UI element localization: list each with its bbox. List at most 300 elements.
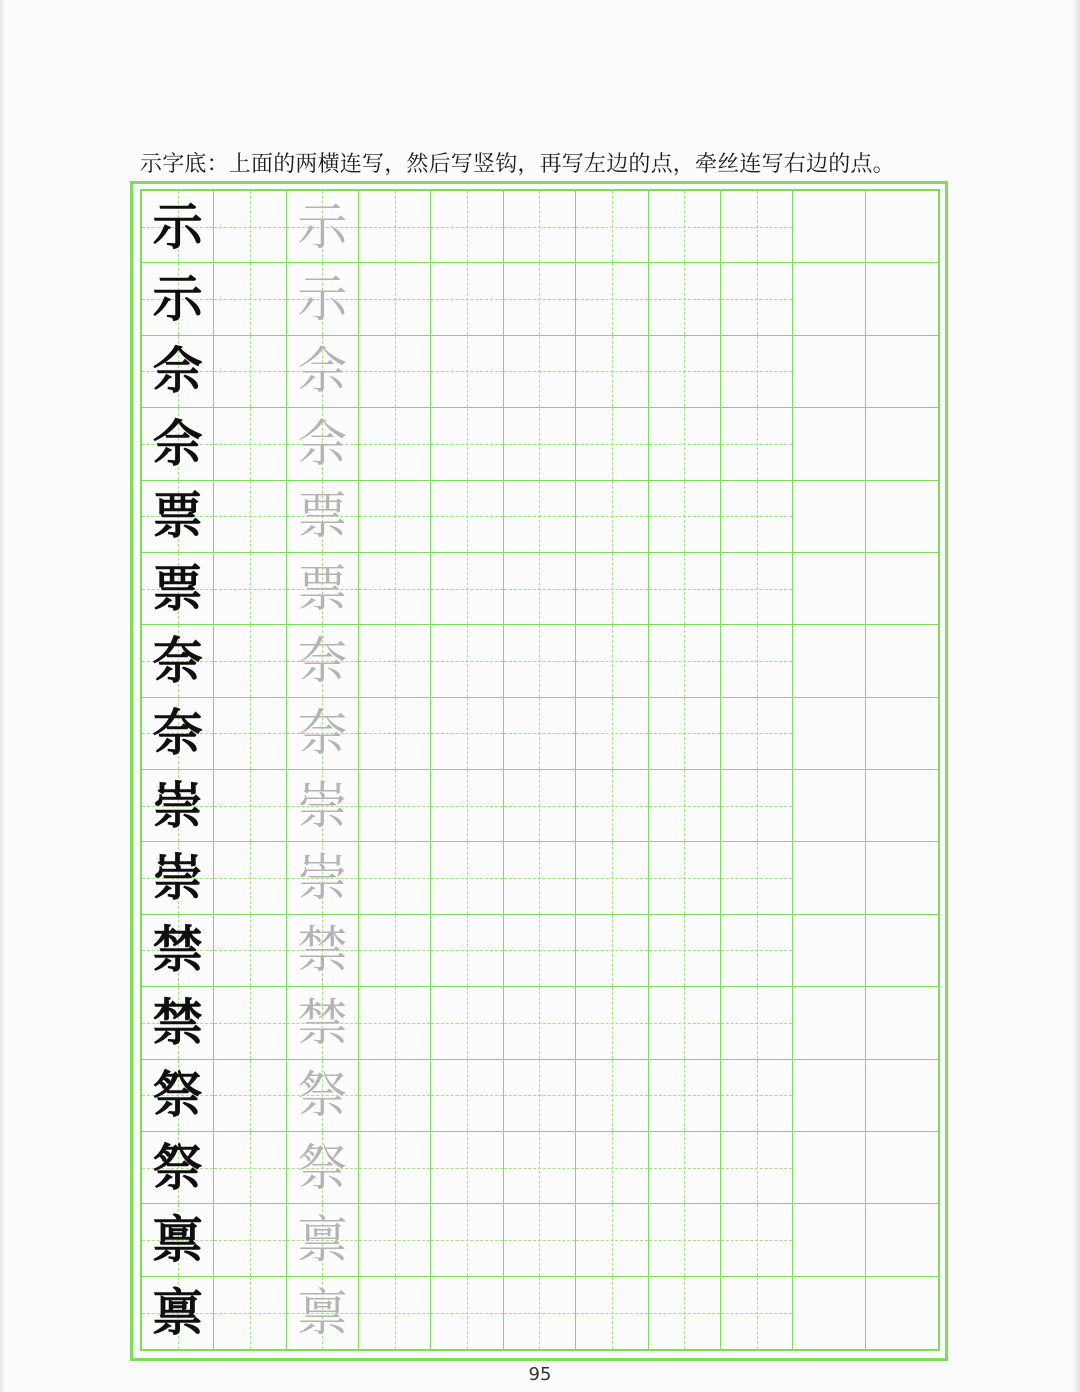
- guide-line-horizontal: [576, 806, 647, 807]
- grid-cell: [576, 625, 648, 697]
- grid-cell: [793, 336, 865, 408]
- guide-line-horizontal: [576, 878, 647, 879]
- guide-line-horizontal: [431, 950, 502, 951]
- guide-line-horizontal: [721, 444, 792, 445]
- grid-cell: [214, 1277, 286, 1349]
- guide-line-horizontal: [721, 1240, 792, 1241]
- grid-cell: [576, 336, 648, 408]
- trace-character: 票: [297, 559, 348, 618]
- guide-line-horizontal: [649, 371, 720, 372]
- grid-cell: [214, 625, 286, 697]
- grid-cell: [214, 408, 286, 480]
- grid-cell: [576, 1060, 648, 1132]
- guide-line-horizontal: [504, 806, 575, 807]
- grid-cell: [721, 770, 793, 842]
- grid-cell: [649, 1132, 721, 1204]
- guide-line-horizontal: [431, 661, 502, 662]
- guide-line-horizontal: [214, 299, 285, 300]
- guide-line-horizontal: [721, 733, 792, 734]
- grid-cell: [287, 336, 359, 408]
- page-edge-left: [0, 0, 6, 1392]
- grid-cell: [431, 625, 503, 697]
- grid-cell: [287, 915, 359, 987]
- guide-line-horizontal: [721, 299, 792, 300]
- grid-cell: [793, 1060, 865, 1132]
- guide-line-horizontal: [359, 950, 430, 951]
- grid-cell: [287, 770, 359, 842]
- grid-cell: [431, 987, 503, 1059]
- guide-line-horizontal: [721, 589, 792, 590]
- guide-line-horizontal: [359, 1168, 430, 1169]
- guide-line-horizontal: [504, 371, 575, 372]
- guide-line-horizontal: [576, 1168, 647, 1169]
- grid-cell: [793, 191, 865, 263]
- trace-character: 禁: [297, 921, 348, 980]
- grid-cell: [721, 1204, 793, 1276]
- guide-line-horizontal: [504, 1095, 575, 1096]
- grid-cell: [359, 915, 431, 987]
- guide-line-horizontal: [214, 950, 285, 951]
- trace-character: 票: [297, 487, 348, 546]
- grid-cell: [214, 191, 286, 263]
- guide-line-horizontal: [721, 1168, 792, 1169]
- grid-cell: [866, 915, 938, 987]
- grid-cell: [576, 1204, 648, 1276]
- grid-cell: [649, 842, 721, 914]
- grid-cell: [214, 1132, 286, 1204]
- grid-cell: [431, 915, 503, 987]
- guide-line-horizontal: [576, 227, 647, 228]
- practice-grid: [140, 189, 940, 1351]
- grid-cell: [866, 481, 938, 553]
- guide-line-horizontal: [721, 878, 792, 879]
- guide-line-horizontal: [431, 1240, 502, 1241]
- grid-cell: [359, 1277, 431, 1349]
- guide-line-horizontal: [504, 950, 575, 951]
- model-character: 崇: [152, 848, 203, 908]
- grid-cell: [649, 336, 721, 408]
- grid-cell: [504, 842, 576, 914]
- guide-line-horizontal: [431, 806, 502, 807]
- grid-cell: [504, 1204, 576, 1276]
- grid-cell: [721, 625, 793, 697]
- guide-line-horizontal: [214, 1168, 285, 1169]
- grid-cell: [214, 336, 286, 408]
- guide-line-horizontal: [431, 733, 502, 734]
- grid-cell: [649, 408, 721, 480]
- guide-line-horizontal: [214, 1023, 285, 1024]
- grid-cell: [721, 915, 793, 987]
- guide-line-horizontal: [649, 1240, 720, 1241]
- guide-line-horizontal: [504, 1240, 575, 1241]
- grid-cell: [214, 842, 286, 914]
- page-number: 95: [528, 1364, 552, 1385]
- model-character: 示: [152, 196, 203, 256]
- grid-cell: [214, 698, 286, 770]
- grid-cell: [866, 1277, 938, 1349]
- grid-cell: [793, 263, 865, 335]
- guide-line-horizontal: [359, 589, 430, 590]
- model-character: 佘: [152, 341, 203, 401]
- guide-line-horizontal: [576, 299, 647, 300]
- grid-cell: [287, 1060, 359, 1132]
- guide-line-horizontal: [649, 1168, 720, 1169]
- guide-line-horizontal: [649, 950, 720, 951]
- grid-cell: [866, 336, 938, 408]
- trace-character: 奈: [297, 704, 348, 763]
- guide-line-horizontal: [576, 661, 647, 662]
- guide-line-horizontal: [359, 227, 430, 228]
- grid-cell: [649, 1277, 721, 1349]
- guide-line-horizontal: [576, 371, 647, 372]
- guide-line-horizontal: [649, 1313, 720, 1314]
- model-character: 奈: [152, 630, 203, 690]
- guide-line-horizontal: [721, 227, 792, 228]
- guide-line-horizontal: [214, 806, 285, 807]
- model-character: 票: [152, 486, 203, 546]
- grid-cell: [431, 408, 503, 480]
- grid-cell: [793, 842, 865, 914]
- model-character: 示: [152, 269, 203, 329]
- grid-cell: [142, 1060, 214, 1132]
- grid-cell: [576, 481, 648, 553]
- guide-line-horizontal: [214, 733, 285, 734]
- grid-cell: [576, 191, 648, 263]
- grid-cell: [287, 263, 359, 335]
- grid-cell: [431, 1060, 503, 1132]
- grid-cell: [721, 842, 793, 914]
- grid-cell: [214, 1060, 286, 1132]
- grid-cell: [359, 842, 431, 914]
- guide-line-horizontal: [214, 878, 285, 879]
- guide-line-horizontal: [504, 1023, 575, 1024]
- grid-cell: [866, 191, 938, 263]
- guide-line-horizontal: [431, 444, 502, 445]
- grid-cell: [504, 408, 576, 480]
- model-character: 祭: [152, 1065, 203, 1125]
- model-character: 崇: [152, 775, 203, 835]
- model-character: 奈: [152, 703, 203, 763]
- guide-line-horizontal: [576, 1095, 647, 1096]
- grid-cell: [359, 408, 431, 480]
- grid-cell: [866, 1132, 938, 1204]
- guide-line-horizontal: [214, 1095, 285, 1096]
- model-character: 禁: [152, 992, 203, 1052]
- grid-cell: [504, 191, 576, 263]
- guide-line-horizontal: [649, 589, 720, 590]
- guide-line-horizontal: [721, 950, 792, 951]
- grid-cell: [142, 263, 214, 335]
- grid-cell: [142, 987, 214, 1059]
- guide-line-horizontal: [649, 444, 720, 445]
- grid-cell: [793, 915, 865, 987]
- grid-cell: [214, 481, 286, 553]
- grid-cell: [866, 698, 938, 770]
- model-character: 祭: [152, 1137, 203, 1197]
- grid-cell: [576, 770, 648, 842]
- grid-cell: [866, 625, 938, 697]
- guide-line-horizontal: [576, 1313, 647, 1314]
- grid-cell: [359, 191, 431, 263]
- grid-cell: [287, 481, 359, 553]
- grid-cell: [142, 1132, 214, 1204]
- guide-line-horizontal: [359, 444, 430, 445]
- grid-cell: [431, 481, 503, 553]
- grid-cell: [359, 770, 431, 842]
- grid-cell: [793, 770, 865, 842]
- grid-cell: [793, 1204, 865, 1276]
- guide-line-horizontal: [649, 878, 720, 879]
- grid-cell: [576, 698, 648, 770]
- model-character: 禁: [152, 920, 203, 980]
- guide-line-horizontal: [649, 661, 720, 662]
- grid-cell: [793, 987, 865, 1059]
- grid-cell: [359, 263, 431, 335]
- guide-line-horizontal: [431, 1313, 502, 1314]
- trace-character: 奈: [297, 631, 348, 690]
- trace-character: 祭: [297, 1138, 348, 1197]
- grid-cell: [649, 915, 721, 987]
- grid-cell: [504, 770, 576, 842]
- grid-cell: [431, 1277, 503, 1349]
- grid-cell: [793, 1132, 865, 1204]
- guide-line-horizontal: [504, 661, 575, 662]
- guide-line-horizontal: [214, 1240, 285, 1241]
- grid-cell: [504, 987, 576, 1059]
- grid-cell: [504, 481, 576, 553]
- grid-cell: [359, 1204, 431, 1276]
- guide-line-horizontal: [504, 516, 575, 517]
- grid-cell: [649, 1204, 721, 1276]
- guide-line-horizontal: [504, 299, 575, 300]
- grid-cell: [866, 553, 938, 625]
- grid-cell: [576, 263, 648, 335]
- guide-line-horizontal: [649, 806, 720, 807]
- grid-cell: [576, 1132, 648, 1204]
- guide-line-horizontal: [359, 371, 430, 372]
- grid-cell: [793, 553, 865, 625]
- grid-cell: [214, 987, 286, 1059]
- grid-cell: [431, 1204, 503, 1276]
- guide-line-horizontal: [431, 299, 502, 300]
- model-character: 佘: [152, 413, 203, 473]
- grid-cell: [214, 770, 286, 842]
- grid-cell: [359, 553, 431, 625]
- grid-cell: [649, 553, 721, 625]
- grid-cell: [793, 481, 865, 553]
- guide-line-horizontal: [214, 661, 285, 662]
- grid-cell: [142, 1204, 214, 1276]
- grid-cell: [866, 987, 938, 1059]
- guide-line-horizontal: [721, 1095, 792, 1096]
- grid-cell: [504, 1060, 576, 1132]
- grid-cell: [287, 698, 359, 770]
- grid-cell: [576, 408, 648, 480]
- grid-cell: [649, 263, 721, 335]
- grid-cell: [142, 915, 214, 987]
- grid-cell: [142, 408, 214, 480]
- grid-cell: [576, 553, 648, 625]
- model-character: 禀: [152, 1209, 203, 1269]
- grid-cell: [576, 1277, 648, 1349]
- guide-line-horizontal: [359, 733, 430, 734]
- grid-cell: [649, 987, 721, 1059]
- grid-cell: [287, 553, 359, 625]
- trace-character: 祭: [297, 1066, 348, 1125]
- trace-character: 禁: [297, 993, 348, 1052]
- grid-cell: [721, 698, 793, 770]
- grid-cell: [142, 191, 214, 263]
- guide-line-horizontal: [649, 1023, 720, 1024]
- grid-cell: [721, 1060, 793, 1132]
- trace-character: 崇: [297, 849, 348, 908]
- grid-cell: [431, 336, 503, 408]
- guide-line-horizontal: [504, 733, 575, 734]
- guide-line-horizontal: [214, 516, 285, 517]
- grid-cell: [721, 336, 793, 408]
- instruction-text: 示字底：上面的两横连写，然后写竖钩，再写左边的点，牵丝连写右边的点。: [140, 152, 895, 177]
- guide-line-horizontal: [576, 589, 647, 590]
- grid-cell: [431, 553, 503, 625]
- grid-cell: [793, 625, 865, 697]
- grid-cell: [287, 1277, 359, 1349]
- grid-cell: [649, 770, 721, 842]
- grid-cell: [287, 1204, 359, 1276]
- guide-line-horizontal: [431, 878, 502, 879]
- grid-cell: [359, 481, 431, 553]
- grid-cell: [866, 770, 938, 842]
- guide-line-horizontal: [359, 806, 430, 807]
- guide-line-horizontal: [504, 1313, 575, 1314]
- guide-line-horizontal: [504, 1168, 575, 1169]
- grid-cell: [793, 408, 865, 480]
- grid-cell: [721, 553, 793, 625]
- guide-line-horizontal: [721, 806, 792, 807]
- grid-cell: [649, 1060, 721, 1132]
- guide-line-horizontal: [359, 1240, 430, 1241]
- guide-line-horizontal: [649, 516, 720, 517]
- guide-line-horizontal: [504, 878, 575, 879]
- guide-line-horizontal: [214, 227, 285, 228]
- grid-cell: [431, 698, 503, 770]
- guide-line-horizontal: [576, 444, 647, 445]
- grid-cell: [359, 336, 431, 408]
- model-character: 票: [152, 558, 203, 618]
- grid-cell: [649, 625, 721, 697]
- guide-line-horizontal: [359, 1095, 430, 1096]
- grid-cell: [359, 625, 431, 697]
- guide-line-horizontal: [431, 516, 502, 517]
- grid-cell: [431, 263, 503, 335]
- guide-line-horizontal: [576, 950, 647, 951]
- guide-line-horizontal: [359, 1313, 430, 1314]
- guide-line-horizontal: [431, 371, 502, 372]
- grid-cell: [721, 263, 793, 335]
- guide-line-horizontal: [576, 1023, 647, 1024]
- grid-cell: [649, 191, 721, 263]
- grid-cell: [214, 1204, 286, 1276]
- grid-cell: [142, 625, 214, 697]
- guide-line-horizontal: [721, 1313, 792, 1314]
- grid-cell: [287, 842, 359, 914]
- guide-line-horizontal: [431, 1023, 502, 1024]
- guide-line-horizontal: [431, 589, 502, 590]
- guide-line-horizontal: [359, 516, 430, 517]
- grid-cell: [721, 408, 793, 480]
- grid-cell: [793, 698, 865, 770]
- page-edge-right: [1072, 0, 1080, 1392]
- grid-cell: [576, 915, 648, 987]
- grid-cell: [504, 263, 576, 335]
- grid-cell: [576, 842, 648, 914]
- guide-line-horizontal: [649, 733, 720, 734]
- guide-line-horizontal: [649, 299, 720, 300]
- grid-cell: [359, 1132, 431, 1204]
- guide-line-horizontal: [431, 227, 502, 228]
- guide-line-horizontal: [431, 1168, 502, 1169]
- grid-cell: [287, 987, 359, 1059]
- guide-line-horizontal: [721, 1023, 792, 1024]
- grid-cell: [793, 1277, 865, 1349]
- grid-cell: [287, 191, 359, 263]
- grid-cell: [431, 191, 503, 263]
- grid-cell: [214, 553, 286, 625]
- grid-cell: [214, 263, 286, 335]
- grid-cell: [504, 1132, 576, 1204]
- grid-cell: [142, 842, 214, 914]
- guide-line-horizontal: [214, 1313, 285, 1314]
- grid-cell: [866, 1060, 938, 1132]
- grid-cell: [142, 553, 214, 625]
- grid-cell: [721, 191, 793, 263]
- guide-line-horizontal: [649, 1095, 720, 1096]
- grid-cell: [287, 1132, 359, 1204]
- guide-line-horizontal: [359, 299, 430, 300]
- guide-line-horizontal: [576, 733, 647, 734]
- grid-cell: [142, 336, 214, 408]
- grid-cell: [142, 481, 214, 553]
- grid-cell: [504, 915, 576, 987]
- grid-cell: [287, 625, 359, 697]
- grid-cell: [721, 987, 793, 1059]
- grid-cell: [142, 1277, 214, 1349]
- grid-cell: [504, 336, 576, 408]
- guide-line-horizontal: [504, 444, 575, 445]
- trace-character: 佘: [297, 414, 348, 473]
- guide-line-horizontal: [576, 516, 647, 517]
- trace-character: 示: [297, 270, 348, 329]
- trace-character: 佘: [297, 342, 348, 401]
- grid-cell: [431, 1132, 503, 1204]
- grid-cell: [214, 915, 286, 987]
- grid-cell: [721, 1132, 793, 1204]
- grid-cell: [866, 1204, 938, 1276]
- grid-cell: [142, 770, 214, 842]
- guide-line-horizontal: [504, 227, 575, 228]
- grid-cell: [576, 987, 648, 1059]
- grid-cell: [649, 481, 721, 553]
- grid-cell: [721, 1277, 793, 1349]
- guide-line-horizontal: [576, 1240, 647, 1241]
- grid-cell: [504, 1277, 576, 1349]
- trace-character: 崇: [297, 776, 348, 835]
- grid-cell: [287, 408, 359, 480]
- grid-cell: [504, 698, 576, 770]
- guide-line-horizontal: [721, 661, 792, 662]
- guide-line-horizontal: [214, 444, 285, 445]
- guide-line-horizontal: [649, 227, 720, 228]
- grid-cell: [359, 987, 431, 1059]
